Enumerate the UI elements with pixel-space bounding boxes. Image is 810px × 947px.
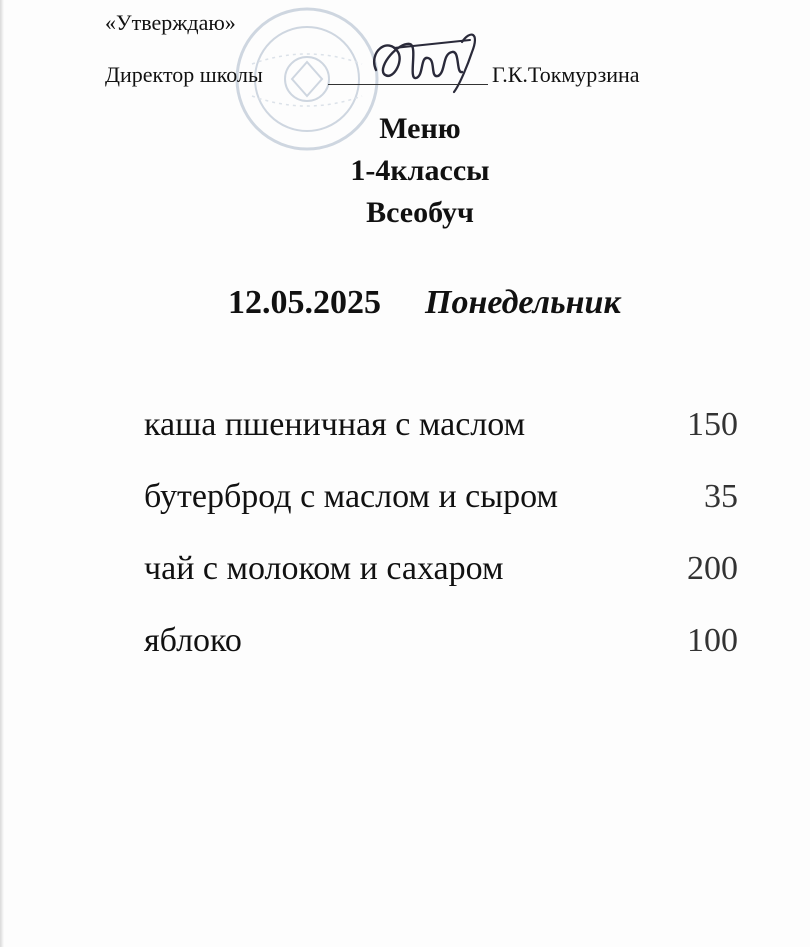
dish-name: яблоко bbox=[144, 622, 242, 659]
title-menu: Меню bbox=[379, 112, 461, 145]
list-item bbox=[144, 612, 744, 684]
title-program: Всеобуч bbox=[366, 196, 474, 229]
signature-line bbox=[328, 84, 488, 85]
dish-name: каша пшеничная с маслом bbox=[144, 406, 526, 443]
director-name: Г.К.Токмурзина bbox=[492, 62, 640, 87]
dish-quantity: 150 bbox=[687, 406, 738, 443]
menu-date: 12.05.2025 bbox=[228, 284, 381, 321]
paper-edge-shadow bbox=[0, 0, 4, 947]
list-item bbox=[144, 468, 744, 540]
menu-weekday: Понедельник bbox=[425, 284, 621, 321]
document-title bbox=[220, 108, 620, 234]
menu-list bbox=[144, 396, 744, 684]
approve-label: «Утверждаю» bbox=[105, 10, 236, 35]
dish-name: чай с молоком и сахаром bbox=[144, 550, 504, 587]
dish-name: бутерброд с маслом и сыром bbox=[144, 478, 558, 515]
signature-icon bbox=[358, 22, 488, 100]
list-item bbox=[144, 540, 744, 612]
director-label: Директор школы bbox=[105, 62, 263, 87]
dish-quantity: 100 bbox=[687, 622, 738, 659]
list-item bbox=[144, 396, 744, 468]
title-classes: 1-4классы bbox=[350, 154, 490, 187]
date-line bbox=[228, 280, 621, 326]
dish-quantity: 35 bbox=[704, 478, 738, 515]
dish-quantity: 200 bbox=[687, 550, 738, 587]
